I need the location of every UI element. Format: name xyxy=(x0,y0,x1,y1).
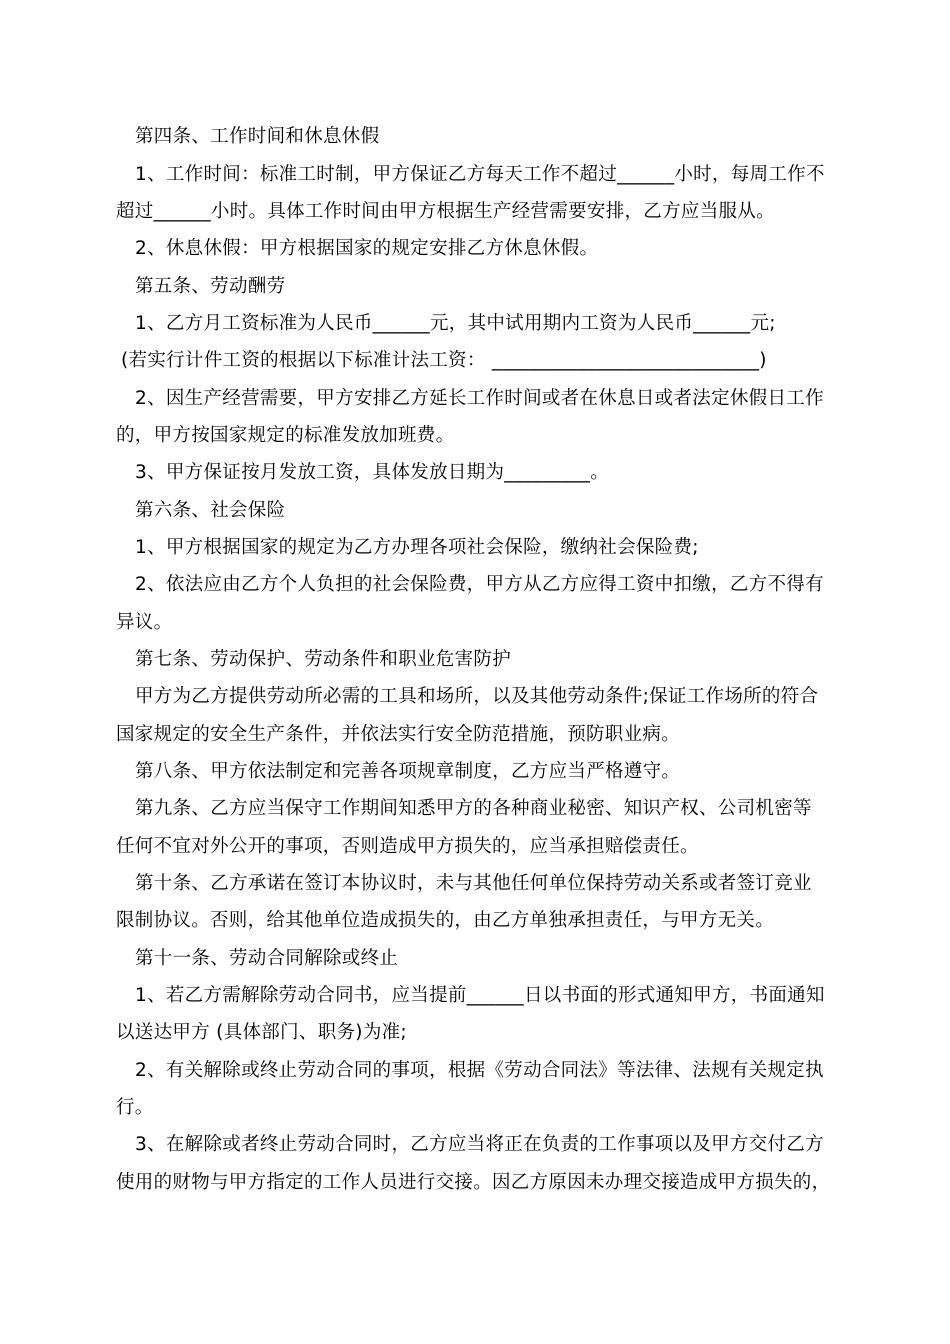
text-line: 国家规定的安全生产条件，并依法实行安全防范措施，预防职业病。 xyxy=(116,724,681,745)
text-line: 2、依法应由乙方个人负担的社会保险费，甲方从乙方应得工资中扣缴，乙方不得有 xyxy=(135,574,824,595)
article-10-heading: 第十条、乙方承诺在签订本协议时，未与其他任何单位保持劳动关系或者签订竞业 xyxy=(135,873,812,894)
article-7-heading: 第七条、劳动保护、劳动条件和职业危害防护 xyxy=(135,649,512,670)
article-4-heading: 第四条、工作时间和休息休假 xyxy=(135,126,380,147)
text-line: 1、若乙方需解除劳动合同书，应当提前______日以书面的形式通知甲方，书面通知 xyxy=(135,985,825,1006)
text-line: 2、休息休假：甲方根据国家的规定安排乙方休息休假。 xyxy=(135,238,599,259)
text-line: 3、在解除或者终止劳动合同时，乙方应当将正在负责的工作事项以及甲方交付乙方 xyxy=(135,1134,824,1155)
text-line: 2、有关解除或终止劳动合同的事项，根据《劳动合同法》等法律、法规有关规定执 xyxy=(135,1060,824,1081)
article-8-heading: 第八条、甲方依法制定和完善各项规章制度，乙方应当严格遵守。 xyxy=(135,761,681,782)
text-line: 1、乙方月工资标准为人民币______元，其中试用期内工资为人民币______元; xyxy=(135,313,776,334)
text-line: 超过______小时。具体工作时间由甲方根据生产经营需要安排，乙方应当服从。 xyxy=(116,201,775,222)
article-11-heading: 第十一条、劳动合同解除或终止 xyxy=(135,948,399,969)
text-line: 2、因生产经营需要，甲方安排乙方延长工作时间或者在休息日或者法定休假日工作 xyxy=(135,388,824,409)
article-9-heading: 第九条、乙方应当保守工作期间知悉甲方的各种商业秘密、知识产权、公司机密等 xyxy=(135,798,812,819)
text-line: 异议。 xyxy=(116,612,173,633)
text-line: (若实行计件工资的根据以下标准计法工资： ____________________________) xyxy=(121,350,767,371)
text-line: 1、工作时间：标准工时制，甲方保证乙方每天工作不超过______小时，每周工作不 xyxy=(135,164,825,185)
text-line: 3、甲方保证按月发放工资，具体发放日期为_________。 xyxy=(135,462,610,483)
text-line: 1、甲方根据国家的规定为乙方办理各项社会保险，缴纳社会保险费; xyxy=(135,537,699,558)
text-line: 任何不宜对外公开的事项，否则造成甲方损失的，应当承担赔偿责任。 xyxy=(116,836,699,857)
article-5-heading: 第五条、劳动酬劳 xyxy=(135,276,286,297)
text-line: 行。 xyxy=(116,1097,154,1118)
text-line: 使用的财物与甲方指定的工作人员进行交接。因乙方原因未办理交接造成甲方损失的， xyxy=(116,1172,831,1193)
article-6-heading: 第六条、社会保险 xyxy=(135,500,286,521)
text-line: 以送达甲方 (具体部门、职务)为准; xyxy=(116,1022,407,1043)
text-line: 限制协议。否则，给其他单位造成损失的，由乙方单独承担责任，与甲方无关。 xyxy=(116,910,775,931)
text-line: 的，甲方按国家规定的标准发放加班费。 xyxy=(116,425,455,446)
text-line: 甲方为乙方提供劳动所必需的工具和场所，以及其他劳动条件;保证工作场所的符合 xyxy=(135,686,819,707)
